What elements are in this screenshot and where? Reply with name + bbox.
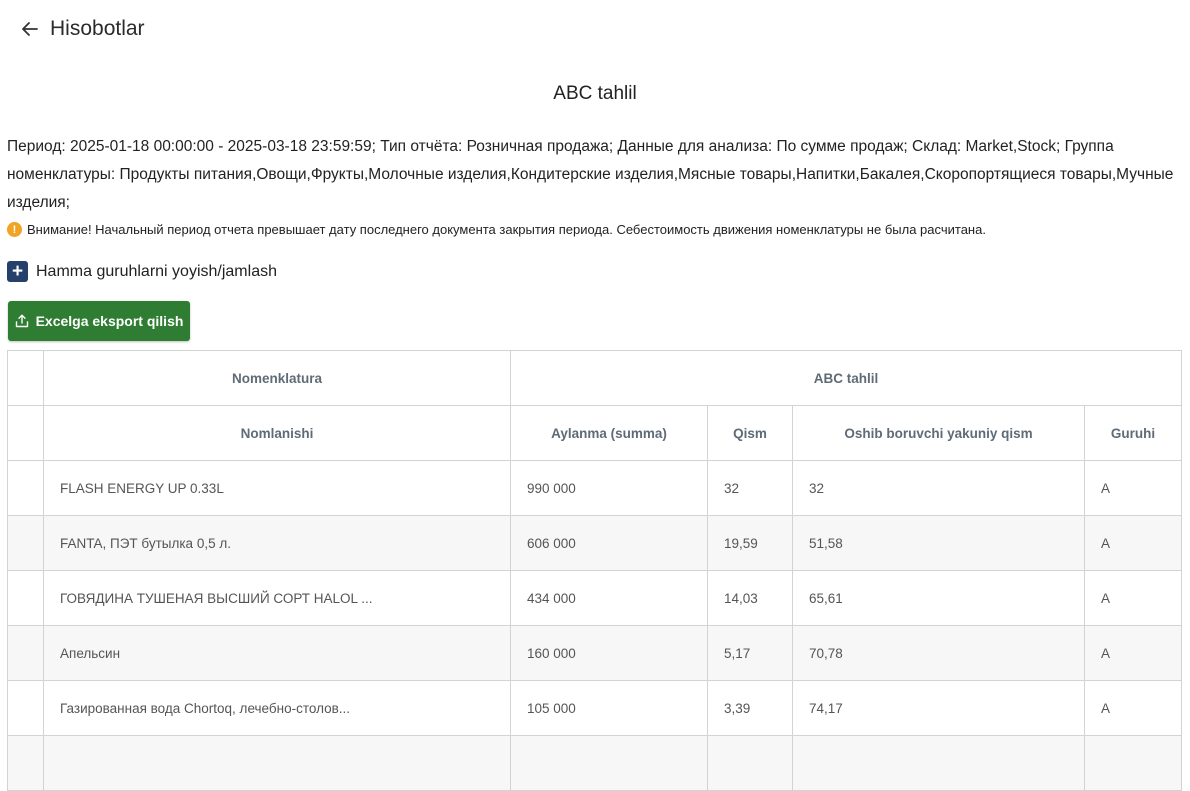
table-row[interactable] (8, 681, 1182, 736)
row-index-cell (8, 681, 44, 736)
table-row[interactable] (8, 736, 1182, 791)
column-header-name[interactable]: Nomlanishi (44, 406, 511, 461)
cell-share (708, 736, 793, 791)
plus-icon[interactable]: + (7, 261, 28, 282)
column-header-group[interactable]: Guruhi (1085, 406, 1182, 461)
cell-cumulative: 51,58 (793, 516, 1085, 571)
header-index-cell (8, 351, 44, 406)
cell-name: Апельсин (44, 626, 511, 681)
excel-export-label: Excelga eksport qilish (35, 313, 184, 329)
row-index-cell (8, 626, 44, 681)
cell-name: FANTA, ПЭТ бутылка 0,5 л. (44, 516, 511, 571)
cell-turnover: 606 000 (511, 516, 708, 571)
expand-all-groups-toggle[interactable] (7, 261, 277, 282)
cell-share: 19,59 (708, 516, 793, 571)
exclamation-icon: ! (7, 222, 22, 237)
table-row[interactable] (8, 571, 1182, 626)
cell-group: A (1085, 571, 1182, 626)
row-index-cell (8, 516, 44, 571)
cell-cumulative: 74,17 (793, 681, 1085, 736)
cell-group: A (1085, 681, 1182, 736)
expand-all-label: Hamma guruhlarni yoyish/jamlash (36, 262, 277, 280)
warning-message (7, 222, 986, 237)
cell-group (1085, 736, 1182, 791)
cell-group: A (1085, 516, 1182, 571)
column-header-turnover[interactable]: Aylanma (summa) (511, 406, 708, 461)
cell-name (44, 736, 511, 791)
header-index-cell (8, 406, 44, 461)
cell-share: 5,17 (708, 626, 793, 681)
row-index-cell (8, 736, 44, 791)
cell-name: Газированная вода Chortoq, лечебно-столов... (44, 681, 511, 736)
cell-cumulative: 32 (793, 461, 1085, 516)
abc-analysis-table (7, 350, 1182, 791)
cell-turnover (511, 736, 708, 791)
upload-icon (15, 314, 29, 328)
cell-cumulative: 70,78 (793, 626, 1085, 681)
cell-cumulative: 65,61 (793, 571, 1085, 626)
page-title: Hisobotlar (50, 17, 145, 40)
table-row[interactable] (8, 461, 1182, 516)
group-header-nomenclature: Nomenklatura (44, 351, 511, 406)
row-index-cell (8, 571, 44, 626)
arrow-left-icon[interactable] (20, 18, 42, 40)
cell-name: ГОВЯДИНА ТУШЕНАЯ ВЫСШИЙ СОРТ HALOL ... (44, 571, 511, 626)
row-index-cell (8, 461, 44, 516)
cell-share: 3,39 (708, 681, 793, 736)
cell-turnover: 434 000 (511, 571, 708, 626)
cell-share: 32 (708, 461, 793, 516)
report-title: ABC tahlil (553, 83, 637, 104)
group-header-abc: ABC tahlil (511, 351, 1182, 406)
cell-turnover: 160 000 (511, 626, 708, 681)
cell-turnover: 990 000 (511, 461, 708, 516)
cell-group: A (1085, 461, 1182, 516)
excel-export-button[interactable] (8, 301, 190, 341)
table-row[interactable] (8, 626, 1182, 681)
report-parameters: Период: 2025-01-18 00:00:00 - 2025-03-18 23:59:59; Тип отчёта: Розничная продажа; Данные для анализа: По сумме продаж; Склад: Market,Stock; Группа номенклатуры: Продукты питания,Овощи,Фрукты,Молочные изделия,Кондитерские изделия,Мясные товары,Напитки,Бакалея,Скоропортящиеся товары,Мучные изделия; (7, 138, 1174, 211)
warning-text: Внимание! Начальный период отчета превышает дату последнего документа закрытия периода. Себестоимость движения номенклатуры не была расчитана. (27, 222, 986, 237)
cell-turnover: 105 000 (511, 681, 708, 736)
cell-name: FLASH ENERGY UP 0.33L (44, 461, 511, 516)
cell-group: A (1085, 626, 1182, 681)
cell-share: 14,03 (708, 571, 793, 626)
page-header (20, 14, 145, 44)
table-row[interactable] (8, 516, 1182, 571)
column-header-cumulative[interactable]: Oshib boruvchi yakuniy qism (793, 406, 1085, 461)
cell-cumulative (793, 736, 1085, 791)
column-header-share[interactable]: Qism (708, 406, 793, 461)
